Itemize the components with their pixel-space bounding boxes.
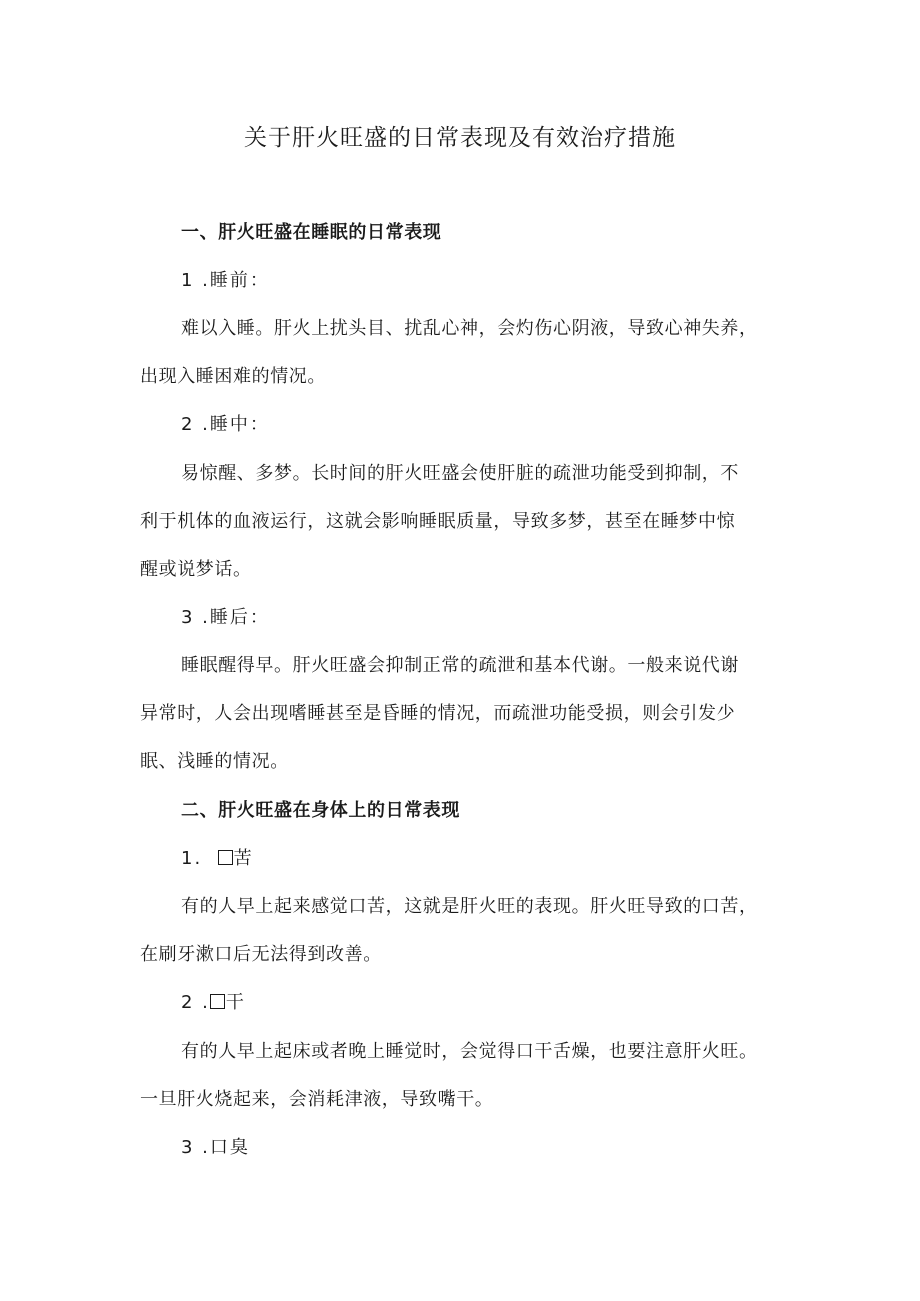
document-title: 关于肝火旺盛的日常表现及有效治疗措施 [244,125,676,151]
section-1-item-1-label: 1 .睡前： [181,270,270,291]
section-2-item-1-number: 1. [181,848,210,869]
section-2-item-1-text: 苦 [233,848,254,869]
missing-glyph-box-icon [218,850,233,865]
missing-glyph-box-icon [210,994,225,1009]
section-1-item-3-line-1: 睡眠醒得早。肝火旺盛会抑制正常的疏泄和基本代谢。一般来说代谢 [181,655,739,676]
section-2-item-2-label [181,988,841,1018]
section-1-item-1-line-1: 难以入睡。肝火上扰头目、扰乱心神，会灼伤心阴液，导致心神失养， [181,318,758,339]
section-2-heading: 二、肝火旺盛在身体上的日常表现 [181,800,460,821]
section-1-item-2-line-2: 利于机体的血液运行，这就会影响睡眠质量，导致多梦，甚至在睡梦中惊 [140,511,736,532]
section-1-item-2-line-1: 易惊醒、多梦。长时间的肝火旺盛会使肝脏的疏泄功能受到抑制，不 [181,463,739,484]
section-2-item-2-text: 干 [225,992,246,1013]
section-1-item-2-label: 2 .睡中： [181,414,270,435]
section-1-item-3-label: 3 .睡后： [181,607,270,628]
section-1-item-2-line-3: 醒或说梦话。 [140,559,252,580]
section-2-item-2-line-2: 一旦肝火烧起来，会消耗津液，导致嘴干。 [140,1089,494,1110]
section-2-item-1-label [181,844,841,874]
section-1-item-3-line-3: 眠、浅睡的情况。 [140,751,289,772]
section-2-item-2-line-1: 有的人早上起床或者晚上睡觉时，会觉得口干舌燥，也要注意肝火旺。 [181,1041,758,1062]
section-1-heading: 一、肝火旺盛在睡眠的日常表现 [181,222,442,243]
section-2-item-3-label: 3 .口臭 [181,1137,250,1158]
section-2-item-1-line-2: 在刷牙漱口后无法得到改善。 [140,944,382,965]
section-2-item-2-number: 2 . [181,992,210,1013]
section-1-item-3-line-2: 异常时，人会出现嗜睡甚至是昏睡的情况，而疏泄功能受损，则会引发少 [140,703,736,724]
section-2-item-1-line-1: 有的人早上起来感觉口苦，这就是肝火旺的表现。肝火旺导致的口苦， [181,896,758,917]
section-1-item-1-line-2: 出现入睡困难的情况。 [140,366,326,387]
